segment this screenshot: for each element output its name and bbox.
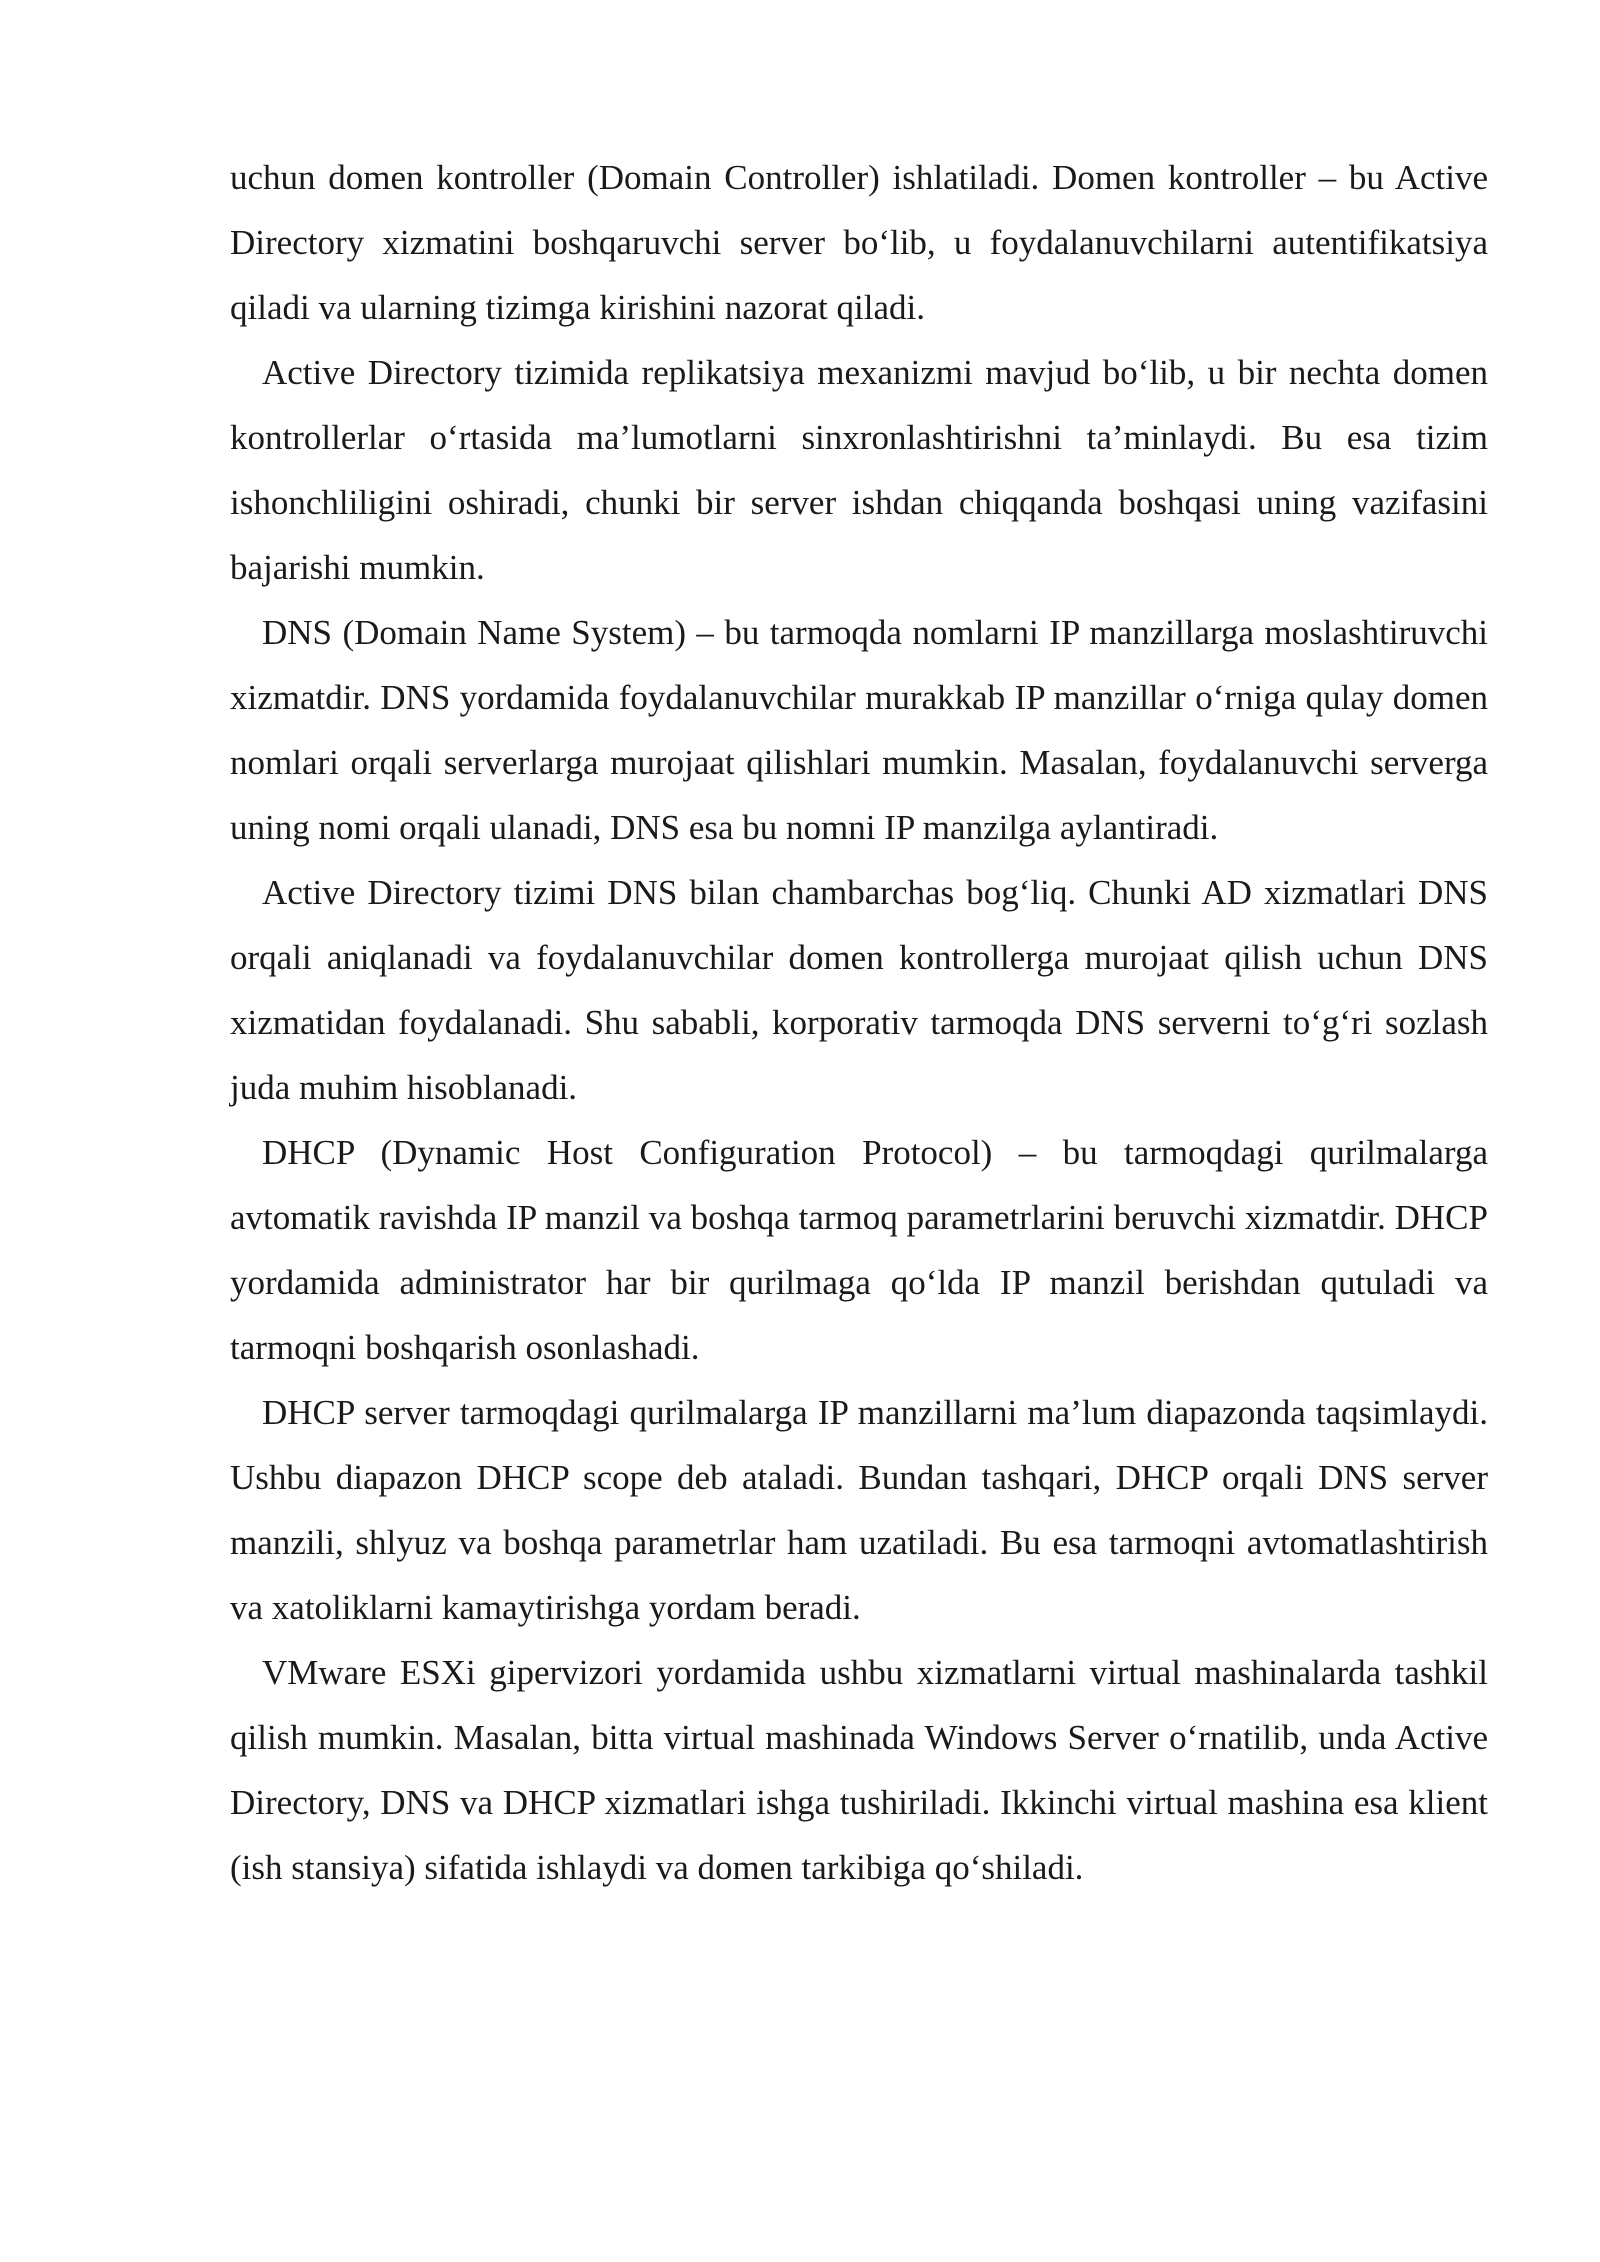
paragraph-replication: Active Directory tizimida replikatsiya mexanizmi mavjud bo‘lib, u bir nechta domen kontrollerlar o‘rtasida ma’lumotlarni sinxronlashtirishni ta’minlaydi. Bu esa tizim ishonchliligini oshiradi, chunki bir server ishdan chiqqanda boshqasi uning vazifasini bajarishi mumkin.	[230, 353, 1488, 587]
document-page	[230, 145, 1488, 1900]
paragraph-domain-controller: uchun domen kontroller (Domain Controller) ishlatiladi. Domen kontroller – bu Active Directory xizmatini boshqaruvchi server bo‘lib, u foydalanuvchilarni autentifikatsiya qiladi va ularning tizimga kirishini nazorat qiladi.	[230, 158, 1488, 327]
paragraph-vmware-esxi: VMware ESXi gipervizori yordamida ushbu xizmatlarni virtual mashinalarda tashkil qilish mumkin. Masalan, bitta virtual mashinada Windows Server o‘rnatilib, unda Active Directory, DNS va DHCP xizmatlari ishga tushiriladi. Ikkinchi virtual mashina esa klient (ish stansiya) sifatida ishlaydi va domen tarkibiga qo‘shiladi.	[230, 1653, 1488, 1887]
paragraph-dns: DNS (Domain Name System) – bu tarmoqda nomlarni IP manzillarga moslashtiruvchi xizmatdir. DNS yordamida foydalanuvchilar murakkab IP manzillar o‘rniga qulay domen nomlari orqali serverlarga murojaat qilishlari mumkin. Masalan, foydalanuvchi serverga uning nomi orqali ulanadi, DNS esa bu nomni IP manzilga aylantiradi.	[230, 613, 1488, 847]
paragraph-dhcp-scope: DHCP server tarmoqdagi qurilmalarga IP manzillarni ma’lum diapazonda taqsimlaydi. Ushbu diapazon DHCP scope deb ataladi. Bundan tashqari, DHCP orqali DNS server manzili, shlyuz va boshqa parametrlar ham uzatiladi. Bu esa tarmoqni avtomatlashtirish va xatoliklarni kamaytirishga yordam beradi.	[230, 1393, 1488, 1627]
paragraph-dhcp: DHCP (Dynamic Host Configuration Protocol) – bu tarmoqdagi qurilmalarga avtomatik ravishda IP manzil va boshqa tarmoq parametrlarini beruvchi xizmatdir. DHCP yordamida administrator har bir qurilmaga qo‘lda IP manzil berishdan qutuladi va tarmoqni boshqarish osonlashadi.	[230, 1133, 1488, 1367]
paragraph-ad-dns: Active Directory tizimi DNS bilan chambarchas bog‘liq. Chunki AD xizmatlari DNS orqali aniqlanadi va foydalanuvchilar domen kontrollerga murojaat qilish uchun DNS xizmatidan foydalanadi. Shu sababli, korporativ tarmoqda DNS serverni to‘g‘ri sozlash juda muhim hisoblanadi.	[230, 873, 1488, 1107]
